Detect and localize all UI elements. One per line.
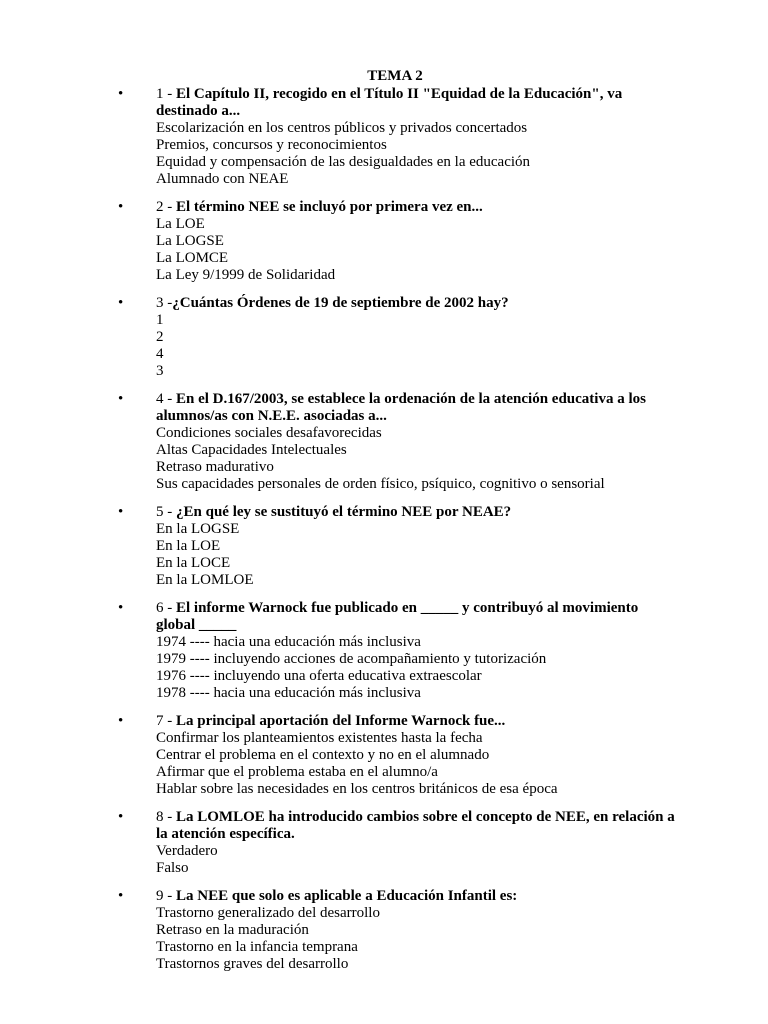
question-heading <box>156 504 678 521</box>
question-item <box>0 809 768 877</box>
question-number: 9 - <box>156 888 176 904</box>
question-text: El término NEE se incluyó por primera vez en... <box>176 199 483 215</box>
question-item <box>0 504 768 589</box>
answer-option: 1 <box>156 312 164 328</box>
answer-option: Hablar sobre las necesidades en los centros británicos de esa época <box>156 781 558 797</box>
bullet-icon: • <box>118 295 124 311</box>
question-text: La LOMLOE ha introducido cambios sobre el concepto de NEE, en relación a la atención específica. <box>156 809 675 842</box>
bullet-icon: • <box>118 888 124 904</box>
document-title: TEMA 2 <box>367 68 423 84</box>
question-heading <box>156 713 678 730</box>
question-text: La principal aportación del Informe Warnock fue... <box>176 713 506 729</box>
answer-option: 1978 ---- hacia una educación más inclusiva <box>156 685 421 701</box>
answer-option: 1979 ---- incluyendo acciones de acompañamiento y tutorización <box>156 651 547 667</box>
answer-option: Equidad y compensación de las desigualdades en la educación <box>156 154 531 170</box>
answer-option: 1974 ---- hacia una educación más inclusiva <box>156 634 421 650</box>
question-heading <box>156 600 678 634</box>
question-item <box>0 713 768 798</box>
bullet-icon: • <box>118 713 124 729</box>
question-text: El informe Warnock fue publicado en _____ y contribuyó al movimiento global _____ <box>156 600 639 633</box>
answer-option: Escolarización en los centros públicos y privados concertados <box>156 120 528 136</box>
answer-option: Alumnado con NEAE <box>156 171 289 187</box>
answer-option: Retraso en la maduración <box>156 922 309 938</box>
answer-option: Confirmar los planteamientos existentes hasta la fecha <box>156 730 483 746</box>
question-heading <box>156 199 678 216</box>
answer-option: La LOE <box>156 216 205 232</box>
answer-option: Verdadero <box>156 843 218 859</box>
answer-option: Premios, concursos y reconocimientos <box>156 137 387 153</box>
bullet-icon: • <box>118 86 124 102</box>
answer-option: Falso <box>156 860 189 876</box>
question-text: ¿Cuántas Órdenes de 19 de septiembre de 2002 hay? <box>172 295 509 311</box>
question-heading <box>156 888 678 905</box>
question-number: 1 - <box>156 86 176 102</box>
question-item <box>0 199 768 284</box>
answer-option: En la LOCE <box>156 555 231 571</box>
answer-option: 1976 ---- incluyendo una oferta educativa extraescolar <box>156 668 482 684</box>
answer-option: Trastorno en la infancia temprana <box>156 939 358 955</box>
answer-option: Sus capacidades personales de orden físico, psíquico, cognitivo o sensorial <box>156 476 605 492</box>
question-text: En el D.167/2003, se establece la ordenación de la atención educativa a los alumnos/as con N.E.E. asociadas a... <box>156 391 646 424</box>
question-text: ¿En qué ley se sustituyó el término NEE por NEAE? <box>176 504 512 520</box>
question-item <box>0 391 768 493</box>
answer-option: Altas Capacidades Intelectuales <box>156 442 347 458</box>
bullet-icon: • <box>118 504 124 520</box>
answer-option: Retraso madurativo <box>156 459 274 475</box>
answer-option: En la LOMLOE <box>156 572 254 588</box>
answer-option: La Ley 9/1999 de Solidaridad <box>156 267 336 283</box>
question-number: 8 - <box>156 809 176 825</box>
answer-option: 4 <box>156 346 164 362</box>
answer-option: 2 <box>156 329 164 345</box>
question-number: 7 - <box>156 713 176 729</box>
question-number: 5 - <box>156 504 176 520</box>
answer-option: Trastorno generalizado del desarrollo <box>156 905 380 921</box>
question-number: 3 - <box>156 295 173 311</box>
question-item <box>0 295 768 380</box>
question-list <box>0 86 768 984</box>
bullet-icon: • <box>118 199 124 215</box>
answer-option: Centrar el problema en el contexto y no en el alumnado <box>156 747 490 763</box>
answer-option: La LOGSE <box>156 233 224 249</box>
question-text: El Capítulo II, recogido en el Título II "Equidad de la Educación", va destinado a... <box>156 86 623 119</box>
question-item <box>0 888 768 973</box>
question-heading <box>156 295 678 312</box>
question-number: 4 - <box>156 391 176 407</box>
question-heading <box>156 391 678 425</box>
answer-option: La LOMCE <box>156 250 229 266</box>
answer-option: 3 <box>156 363 164 379</box>
question-heading <box>156 86 678 120</box>
answer-option: En la LOGSE <box>156 521 240 537</box>
answer-option: En la LOE <box>156 538 221 554</box>
answer-option: Trastornos graves del desarrollo <box>156 956 349 972</box>
question-heading <box>156 809 678 843</box>
question-number: 2 - <box>156 199 176 215</box>
question-number: 6 - <box>156 600 176 616</box>
question-item <box>0 86 768 188</box>
answer-option: Condiciones sociales desafavorecidas <box>156 425 382 441</box>
question-text: La NEE que solo es aplicable a Educación Infantil es: <box>176 888 518 904</box>
answer-option: Afirmar que el problema estaba en el alumno/a <box>156 764 438 780</box>
bullet-icon: • <box>118 391 124 407</box>
bullet-icon: • <box>118 809 124 825</box>
bullet-icon: • <box>118 600 124 616</box>
question-item <box>0 600 768 702</box>
